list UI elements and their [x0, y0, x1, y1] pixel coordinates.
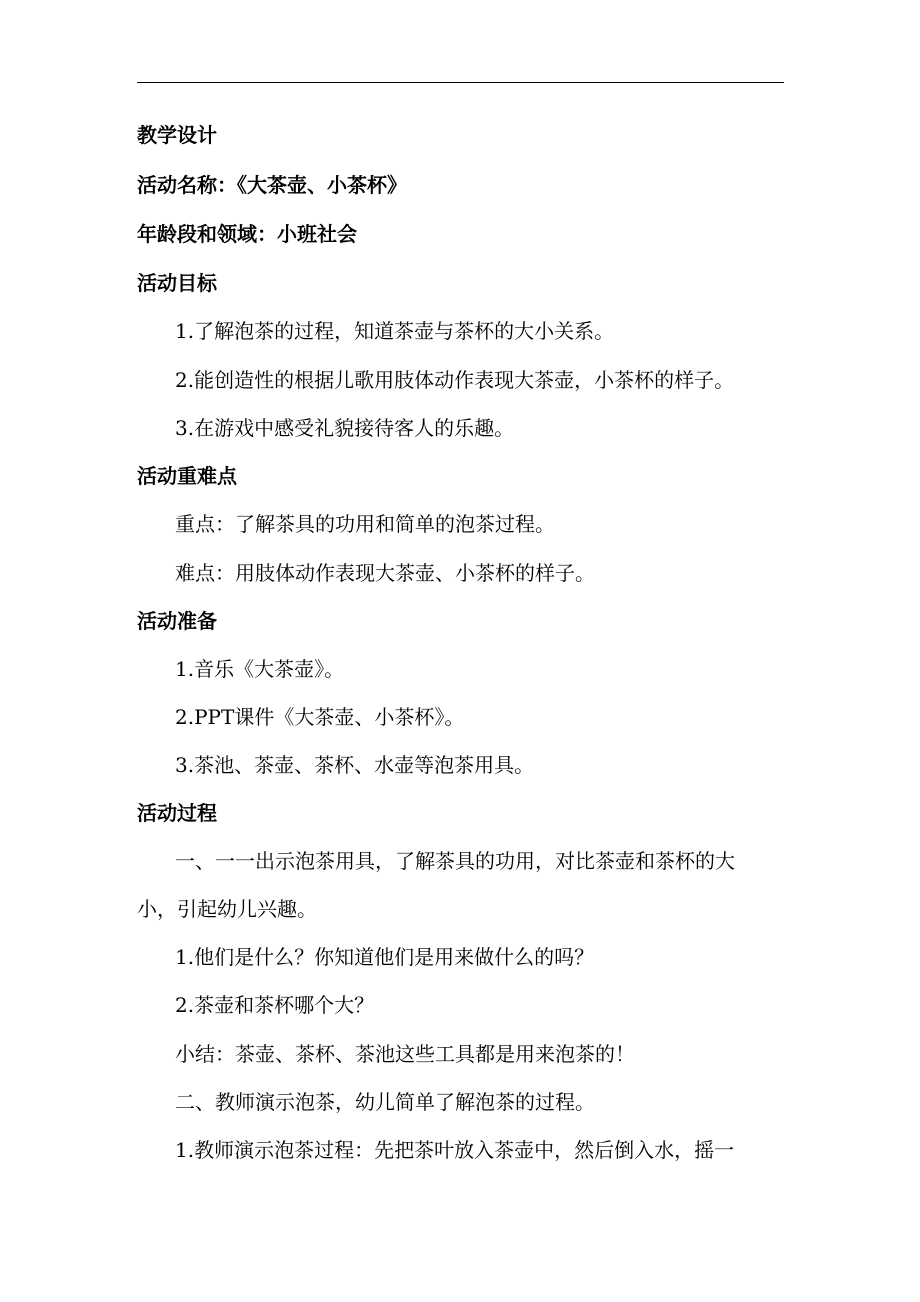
goals-heading: 活动目标 — [137, 271, 217, 295]
goal-item-2: 2.能创造性的根据儿歌用肢体动作表现大茶壶，小茶杯的样子。 — [175, 368, 735, 392]
goal-item-3: 3.在游戏中感受礼貌接待客人的乐趣。 — [175, 416, 515, 440]
process-step1-line1: 一、一一出示泡茶用具，了解茶具的功用，对比茶壶和茶杯的大 — [175, 849, 735, 873]
process-heading: 活动过程 — [137, 801, 217, 825]
key-points-heading: 活动重难点 — [137, 464, 237, 488]
key-point: 重点：了解茶具的功用和简单的泡茶过程。 — [175, 512, 555, 536]
age-domain: 年龄段和领域：小班社会 — [137, 222, 357, 246]
process-question-2: 2.茶壶和茶杯哪个大？ — [175, 993, 375, 1017]
activity-name: 活动名称：《大茶壶、小茶杯》 — [137, 173, 407, 197]
document-title: 教学设计 — [137, 123, 217, 147]
process-summary: 小结：茶壶、茶杯、茶池这些工具都是用来泡茶的！ — [175, 1042, 635, 1066]
process-question-1: 1.他们是什么？你知道他们是用来做什么的吗？ — [175, 945, 595, 969]
preparation-item-2: 2.PPT课件《大茶壶、小茶杯》。 — [175, 705, 465, 729]
header-rule — [137, 82, 784, 83]
preparation-item-1: 1.音乐《大茶壶》。 — [175, 657, 345, 681]
preparation-heading: 活动准备 — [137, 609, 217, 633]
difficulty-point: 难点：用肢体动作表现大茶壶、小茶杯的样子。 — [175, 561, 595, 585]
process-step2-item1: 1.教师演示泡茶过程：先把茶叶放入茶壶中，然后倒入水，摇一 — [175, 1138, 735, 1162]
goal-item-1: 1.了解泡茶的过程，知道茶壶与茶杯的大小关系。 — [175, 319, 615, 343]
process-step2: 二、教师演示泡茶，幼儿简单了解泡茶的过程。 — [175, 1090, 595, 1114]
preparation-item-3: 3.茶池、茶壶、茶杯、水壶等泡茶用具。 — [175, 753, 535, 777]
process-step1-line2: 小，引起幼儿兴趣。 — [137, 897, 317, 921]
